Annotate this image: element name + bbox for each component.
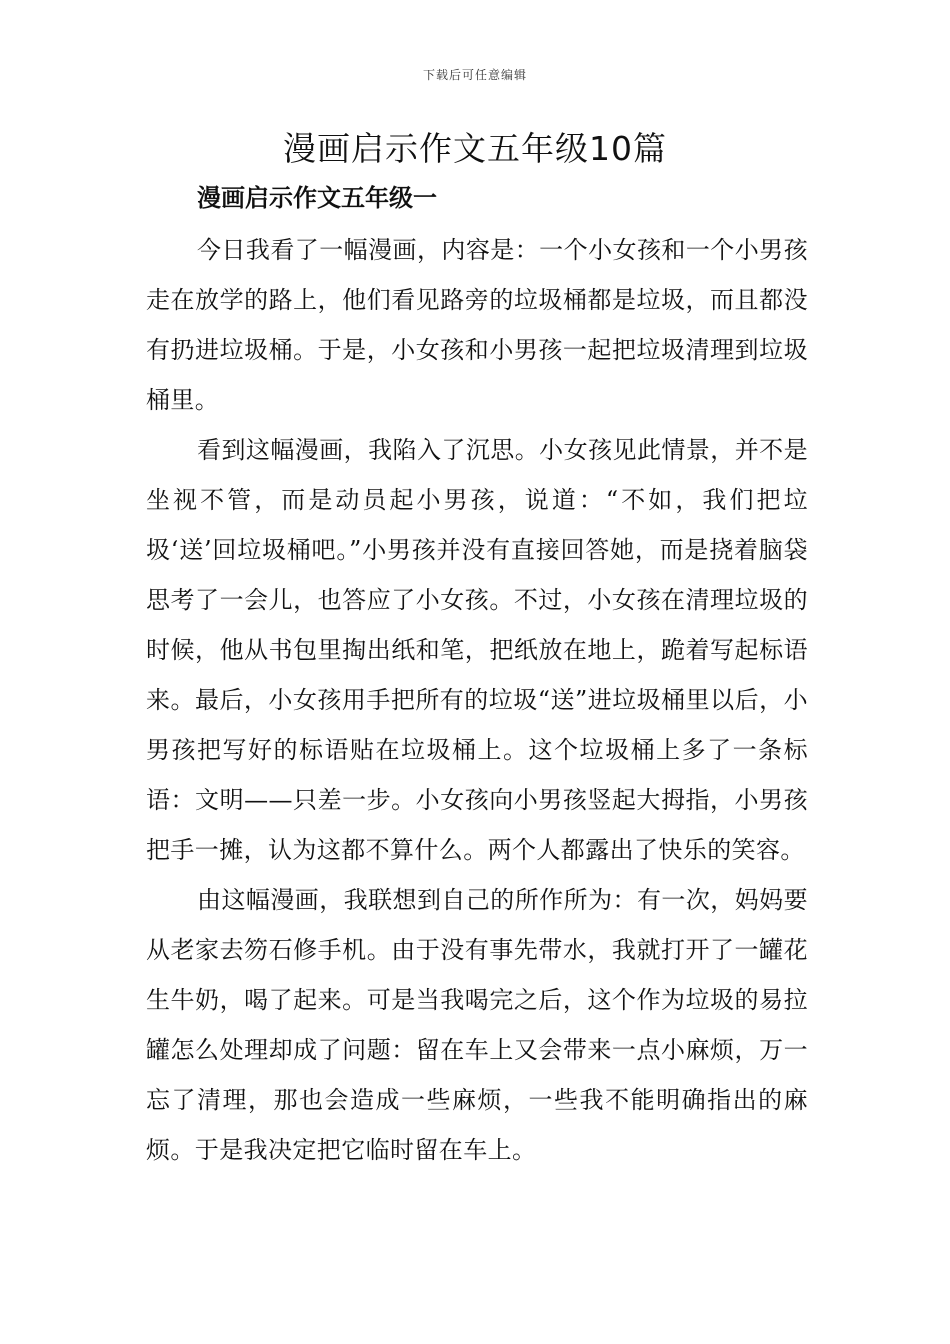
document-title: 漫画启示作文五年级10篇 [283,129,667,168]
paragraph-2: 看到这幅漫画，我陷入了沉思。小女孩见此情景，并不是坐视不管，而是动员起小男孩，说道：“不如，我们把垃圾‘送’回垃圾桶吧。”小男孩并没有直接回答她，而是挠着脑袋思考了一会儿，也答应了小女孩。不过，小女孩在清理垃圾的时候，他从书包里掏出纸和笔，把纸放在地上，跪着写起标语来。最后，小女孩用手把所有的垃圾“送”进垃圾桶里以后，小男孩把写好的标语贴在垃圾桶上。这个垃圾桶上多了一条标语：文明——只差一步。小女孩向小男孩竖起大拇指，小男孩把手一摊，认为这都不算什么。两个人都露出了快乐的笑容。 [146,436,808,864]
section-heading: 漫画启示作文五年级一 [197,183,437,212]
paragraph-3: 由这幅漫画，我联想到自己的所作所为：有一次，妈妈要从老家去笏石修手机。由于没有事先带水，我就打开了一罐花生牛奶，喝了起来。可是当我喝完之后，这个作为垃圾的易拉罐怎么处理却成了问题：留在车上又会带来一点小麻烦，万一忘了清理，那也会造成一些麻烦，一些我不能明确指出的麻烦。于是我决定把它临时留在车上。 [146,886,808,1164]
body-text [146,225,808,1175]
header-note: 下载后可任意编辑 [422,68,527,82]
paragraph-1: 今日我看了一幅漫画，内容是：一个小女孩和一个小男孩走在放学的路上，他们看见路旁的垃圾桶都是垃圾，而且都没有扔进垃圾桶。于是，小女孩和小男孩一起把垃圾清理到垃圾桶里。 [146,236,808,414]
